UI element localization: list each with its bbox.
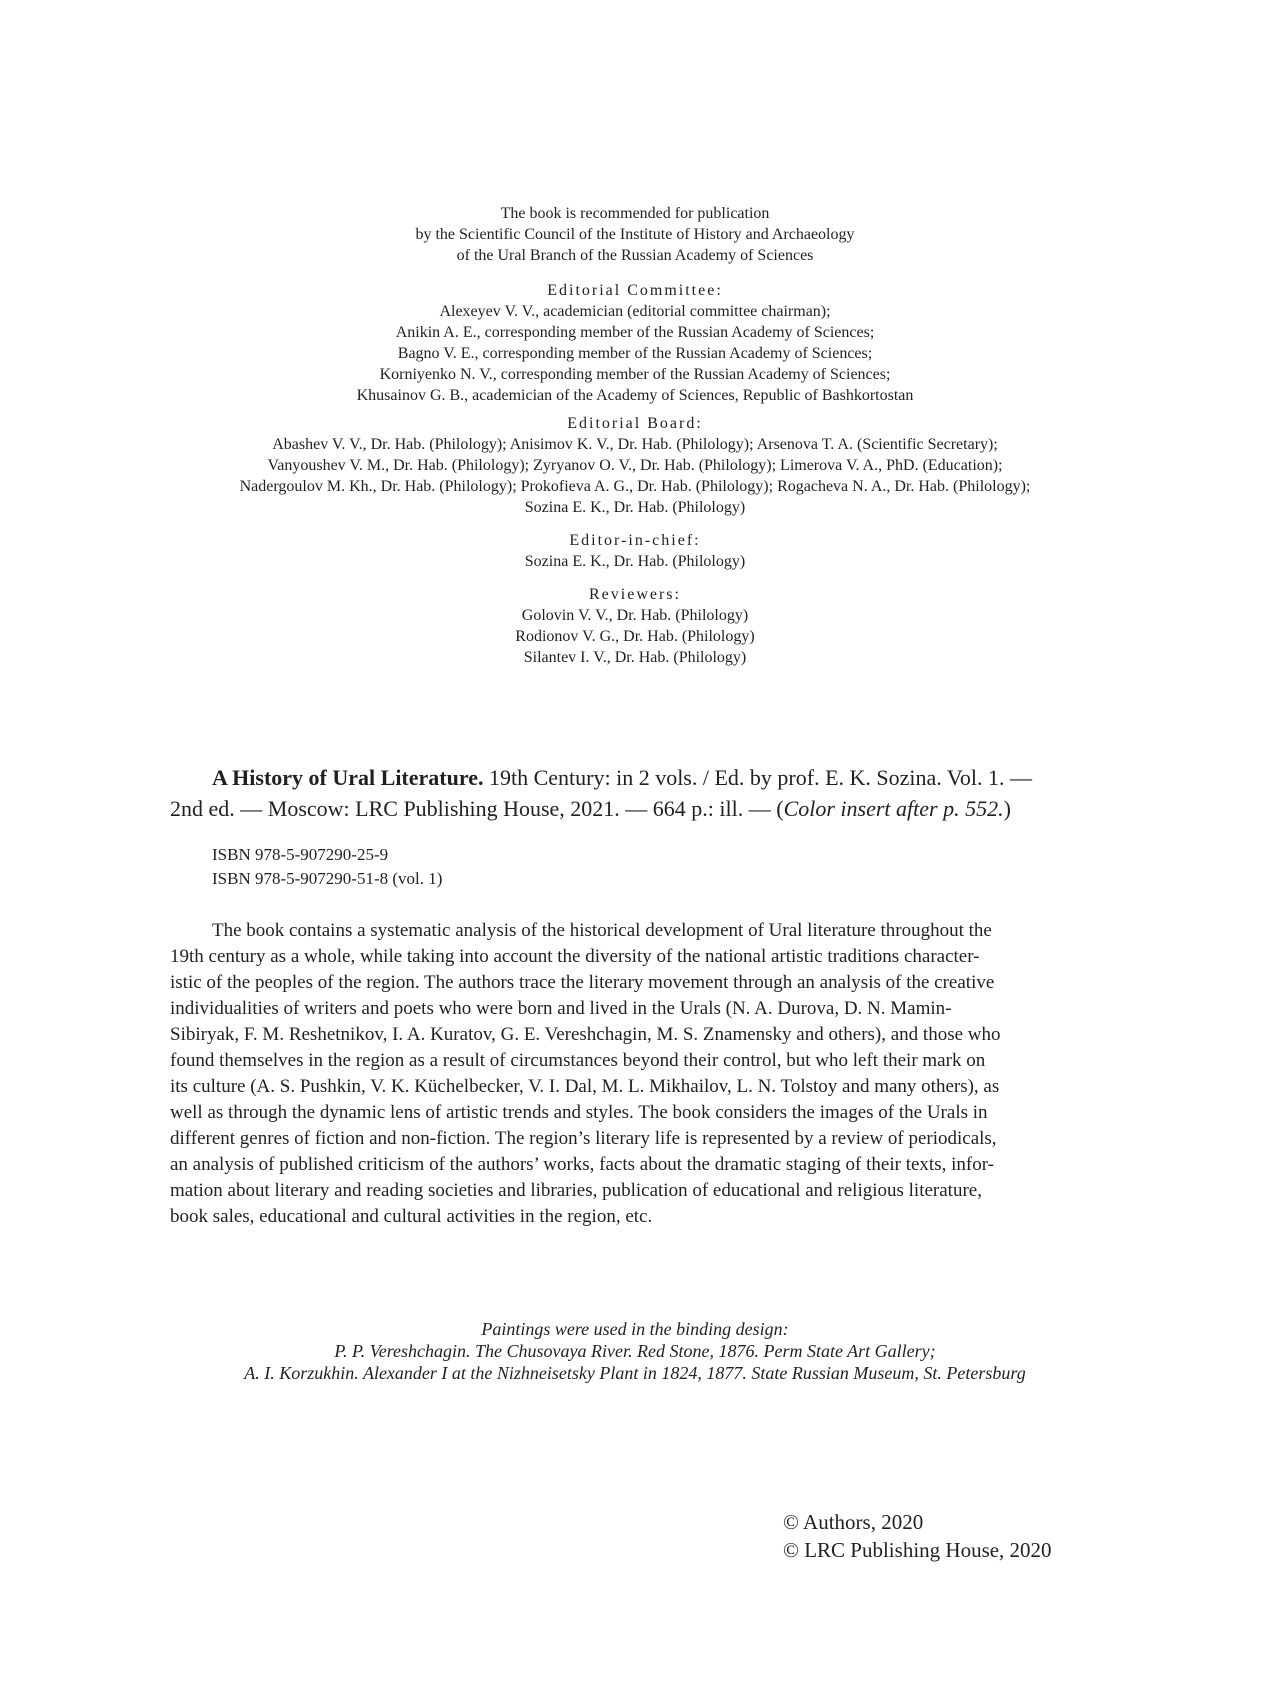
board-line: Abashev V. V., Dr. Hab. (Philology); Anisimov K. V., Dr. Hab. (Philology); Arsenova T. A. (Scientific Secretary); [272,436,998,453]
board-heading: Editorial Board: [567,415,703,432]
committee-member: Korniyenko N. V., corresponding member of the Russian Academy of Sciences; [379,366,891,383]
council-line: The book is recommended for publication [500,205,770,222]
isbn-block [212,843,442,891]
committee-member: Anikin A. E., corresponding member of the Russian Academy of Sciences; [395,324,875,341]
abstract-line: its culture (A. S. Pushkin, V. K. Küchelbecker, V. I. Dal, M. L. Mikhailov, L. N. Tolstoy and many others), as [170,1076,1000,1097]
citation-line-1 [170,762,1110,793]
abstract-paragraph [170,918,1110,1230]
reviewer-name: Rodionov V. G., Dr. Hab. (Philology) [515,628,755,645]
abstract-line: different genres of fiction and non-fiction. The region’s literary life is represented by a review of periodicals, [170,1128,997,1149]
board-line: Nadergoulov M. Kh., Dr. Hab. (Philology); Prokofieva A. G., Dr. Hab. (Philology); Rogacheva N. A., Dr. Hab. (Philology); [239,478,1031,495]
chief-heading: Editor-in-chief: [569,532,701,549]
board-line: Sozina E. K., Dr. Hab. (Philology) [524,499,746,516]
book-title: A History of Ural Literature. [212,765,484,790]
citation-line-2-end: ) [1003,796,1011,821]
board-line: Vanyoushev V. M., Dr. Hab. (Philology); Zyryanov O. V., Dr. Hab. (Philology); Limerova V. A., PhD. (Education); [267,457,1003,474]
abstract-line: istic of the peoples of the region. The authors trace the literary movement through an analysis of the creative [170,972,995,993]
paintings-line: A. I. Korzukhin. Alexander I at the Nizhneisetsky Plant in 1824, 1877. State Russian Museum, St. Petersburg [244,1363,1026,1383]
council-line: of the Ural Branch of the Russian Academy of Sciences [456,247,814,264]
editorial-board [0,413,1270,518]
binding-paintings-note [0,1318,1270,1384]
citation-line-1-rest: 19th Century: in 2 vols. / Ed. by prof. E. K. Sozina. Vol. 1. — [483,765,1033,790]
abstract-line: individualities of writers and poets who were born and lived in the Urals (N. A. Durova, D. N. Mamin- [170,998,952,1019]
copyright-block [783,1508,1052,1564]
color-insert-note: Color insert after p. 552. [783,796,1004,821]
committee-member: Bagno V. E., corresponding member of the Russian Academy of Sciences; [397,345,873,362]
chief-name: Sozina E. K., Dr. Hab. (Philology) [524,553,746,570]
reviewers [0,584,1270,668]
council-line: by the Scientific Council of the Institute of History and Archaeology [415,226,855,243]
copyright-line: © Authors, 2020 [783,1510,924,1534]
abstract-line: The book contains a systematic analysis of the historical development of Ural literature throughout the [212,920,992,941]
committee-heading: Editorial Committee: [547,282,723,299]
reviewer-name: Silantev I. V., Dr. Hab. (Philology) [523,649,747,666]
reviewers-heading: Reviewers: [589,586,681,603]
committee-member: Khusainov G. B., academician of the Academy of Sciences, Republic of Bashkortostan [356,387,914,404]
editorial-committee [0,280,1270,406]
abstract-line: 19th century as a whole, while taking into account the diversity of the national artistic traditions character- [170,946,980,967]
committee-member: Alexeyev V. V., academician (editorial committee chairman); [439,303,831,320]
abstract-line: an analysis of published criticism of the authors’ works, facts about the dramatic staging of their texts, infor- [170,1154,994,1175]
paintings-line: P. P. Vereshchagin. The Chusovaya River. Red Stone, 1876. Perm State Art Gallery; [334,1341,936,1361]
abstract-line: mation about literary and reading societies and libraries, publication of educational and religious literature, [170,1180,982,1201]
abstract-line: book sales, educational and cultural activities in the region, etc. [170,1206,653,1227]
citation-line-2-start: 2nd ed. — Moscow: LRC Publishing House, 2021. — 664 p.: ill. — ( [170,796,784,821]
isbn-line: ISBN 978-5-907290-51-8 (vol. 1) [212,869,443,888]
bibliographic-citation [170,762,1110,824]
isbn-line: ISBN 978-5-907290-25-9 [212,845,389,864]
editor-in-chief [0,530,1270,572]
abstract-line: Sibiryak, F. M. Reshetnikov, I. A. Kuratov, G. E. Vereshchagin, M. S. Znamensky and others), and those who [170,1024,1001,1045]
citation-line-2 [170,793,1110,824]
abstract-line: found themselves in the region as a result of circumstances beyond their control, but who left their mark on [170,1050,986,1071]
paintings-line: Paintings were used in the binding design: [481,1319,789,1339]
abstract-line: well as through the dynamic lens of artistic trends and styles. The book considers the images of the Urals in [170,1102,988,1123]
reviewer-name: Golovin V. V., Dr. Hab. (Philology) [521,607,749,624]
copyright-line: © LRC Publishing House, 2020 [783,1538,1052,1562]
council-recommendation [0,203,1270,266]
